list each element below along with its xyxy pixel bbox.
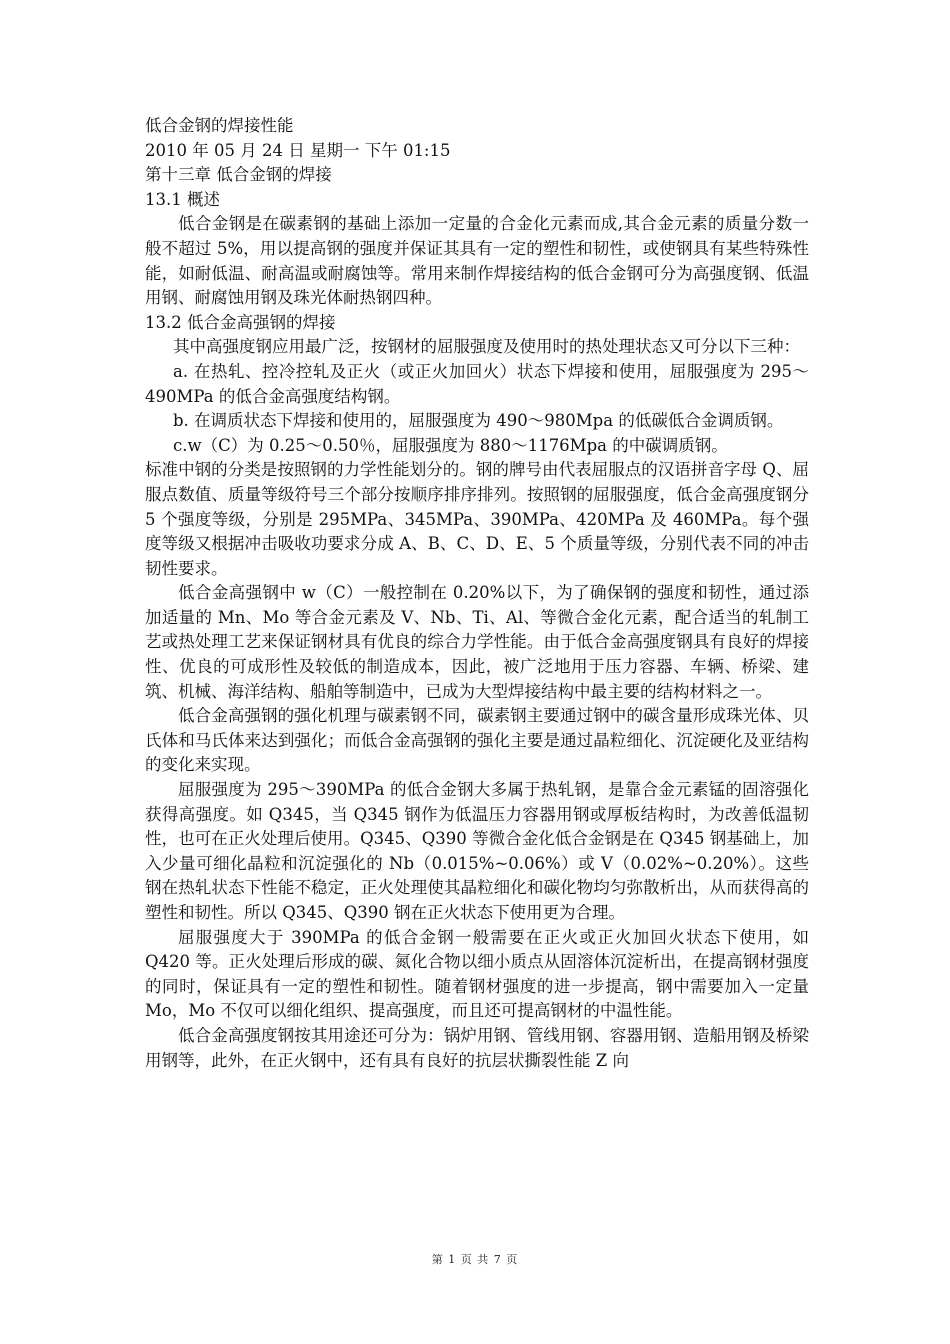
list-item-b: b. 在调质状态下焊接和使用的，屈服强度为 490～980Mpa 的低碳低合金调质钢。 xyxy=(173,411,784,431)
paragraph-standard: 标准中钢的分类是按照钢的力学性能划分的。钢的牌号由代表屈服点的汉语拼音字母 Q、屈服点数值、质量等级符号三个部分按顺序排序排列。按照钢的屈服强度，低合金高强度钢分 5 个强度等级，分别是 295MPa、345MPa、390MPa、420MPa 及 460MPa。每个强度等级又根据冲击吸收功要求分成 A、B、C、D、E、5 个质量等级，分别代表不同的冲击韧性要求。 xyxy=(145,460,809,578)
paragraph-hot-rolled: 屈服强度为 295～390MPa 的低合金钢大多属于热轧钢，是靠合金元素锰的固溶强化获得高强度。如 Q345，当 Q345 钢作为低温压力容器用钢或厚板结构时，为改善低温韧性，也可在正火处理后使用。Q345、Q390 等微合金化低合金钢是在 Q345 钢基础上，加入少量可细化晶粒和沉淀强化的 Nb（0.015%~0.06%）或 V（0.02%~0.20%）。这些钢在热轧状态下性能不稳定，正火处理使其晶粒细化和碳化物均匀弥散析出，从而获得高的塑性和韧性。所以 Q345、Q390 钢在正火状态下使用更为合理。 xyxy=(145,780,809,922)
paragraph-usage: 低合金高强度钢按其用途还可分为：锅炉用钢、管线用钢、容器用钢、造船用钢及桥梁用钢等，此外，在正火钢中，还有具有良好的抗层状撕裂性能 Z 向 xyxy=(145,1025,809,1070)
paragraph-strengthening: 低合金高强钢的强化机理与碳素钢不同，碳素钢主要通过钢中的碳含量形成珠光体、贝氏体和马氏体来达到强化；而低合金高强钢的强化主要是通过晶粒细化、沉淀硬化及亚结构的变化来实现。 xyxy=(145,706,809,775)
page-number: 第 1 页 共 7 页 xyxy=(431,1253,519,1266)
paragraph-normalized: 屈服强度大于 390MPa 的低合金钢一般需要在正火或正火加回火状态下使用，如 Q420 等。正火处理后形成的碳、氮化合物以细小质点从固溶体沉淀析出，在提高钢材强度的同时，保证具有一定的塑性和韧性。随着钢材强度的进一步提高，钢中需要加入一定量 Mo，Mo 不仅可以细化组织、提高强度，而且还可提高钢材的中温性能。 xyxy=(145,927,809,1021)
section-heading-overview: 13.1 概述 xyxy=(145,189,220,209)
list-item-a: a. 在热轧、控冷控轧及正火（或正火加回火）状态下焊接和使用，屈服强度为 295～490MPa 的低合金高强度结构钢。 xyxy=(145,361,809,406)
paragraph-classification: 其中高强度钢应用最广泛，按钢材的屈服强度及使用时的热处理状态又可分以下三种： xyxy=(173,337,800,357)
chapter-heading: 第十三章 低合金钢的焊接 xyxy=(145,165,332,185)
document-body xyxy=(145,114,809,1073)
list-item-c: c.w（C）为 0.25～0.50％，屈服强度为 880～1176Mpa 的中碳调质钢。 xyxy=(173,435,728,455)
document-date: 2010 年 05 月 24 日 星期一 下午 01:15 xyxy=(145,140,451,160)
paragraph-overview: 低合金钢是在碳素钢的基础上添加一定量的合金化元素而成,其合金元素的质量分数一般不超过 5%，用以提高钢的强度并保证其具有一定的塑性和韧性，或使钢具有某些特殊性能，如耐低温、耐高温或耐腐蚀等。常用来制作焊接结构的低合金钢可分为高强度钢、低温用钢、耐腐蚀用钢及珠光体耐热钢四种。 xyxy=(145,214,809,308)
section-heading-high-strength: 13.2 低合金高强钢的焊接 xyxy=(145,312,336,332)
document-title: 低合金钢的焊接性能 xyxy=(145,116,294,135)
paragraph-carbon-content: 低合金高强钢中 w（C）一般控制在 0.20%以下，为了确保钢的强度和韧性，通过添加适量的 Mn、Mo 等合金元素及 V、Nb、Ti、Al、等微合金化元素，配合适当的轧制工艺或热处理工艺来保证钢材具有优良的综合力学性能。由于低合金高强度钢具有良好的焊接性、优良的可成形性及较低的制造成本，因此，被广泛地用于压力容器、车辆、桥梁、建筑、机械、海洋结构、船舶等制造中，已成为大型焊接结构中最主要的结构材料之一。 xyxy=(145,583,809,701)
